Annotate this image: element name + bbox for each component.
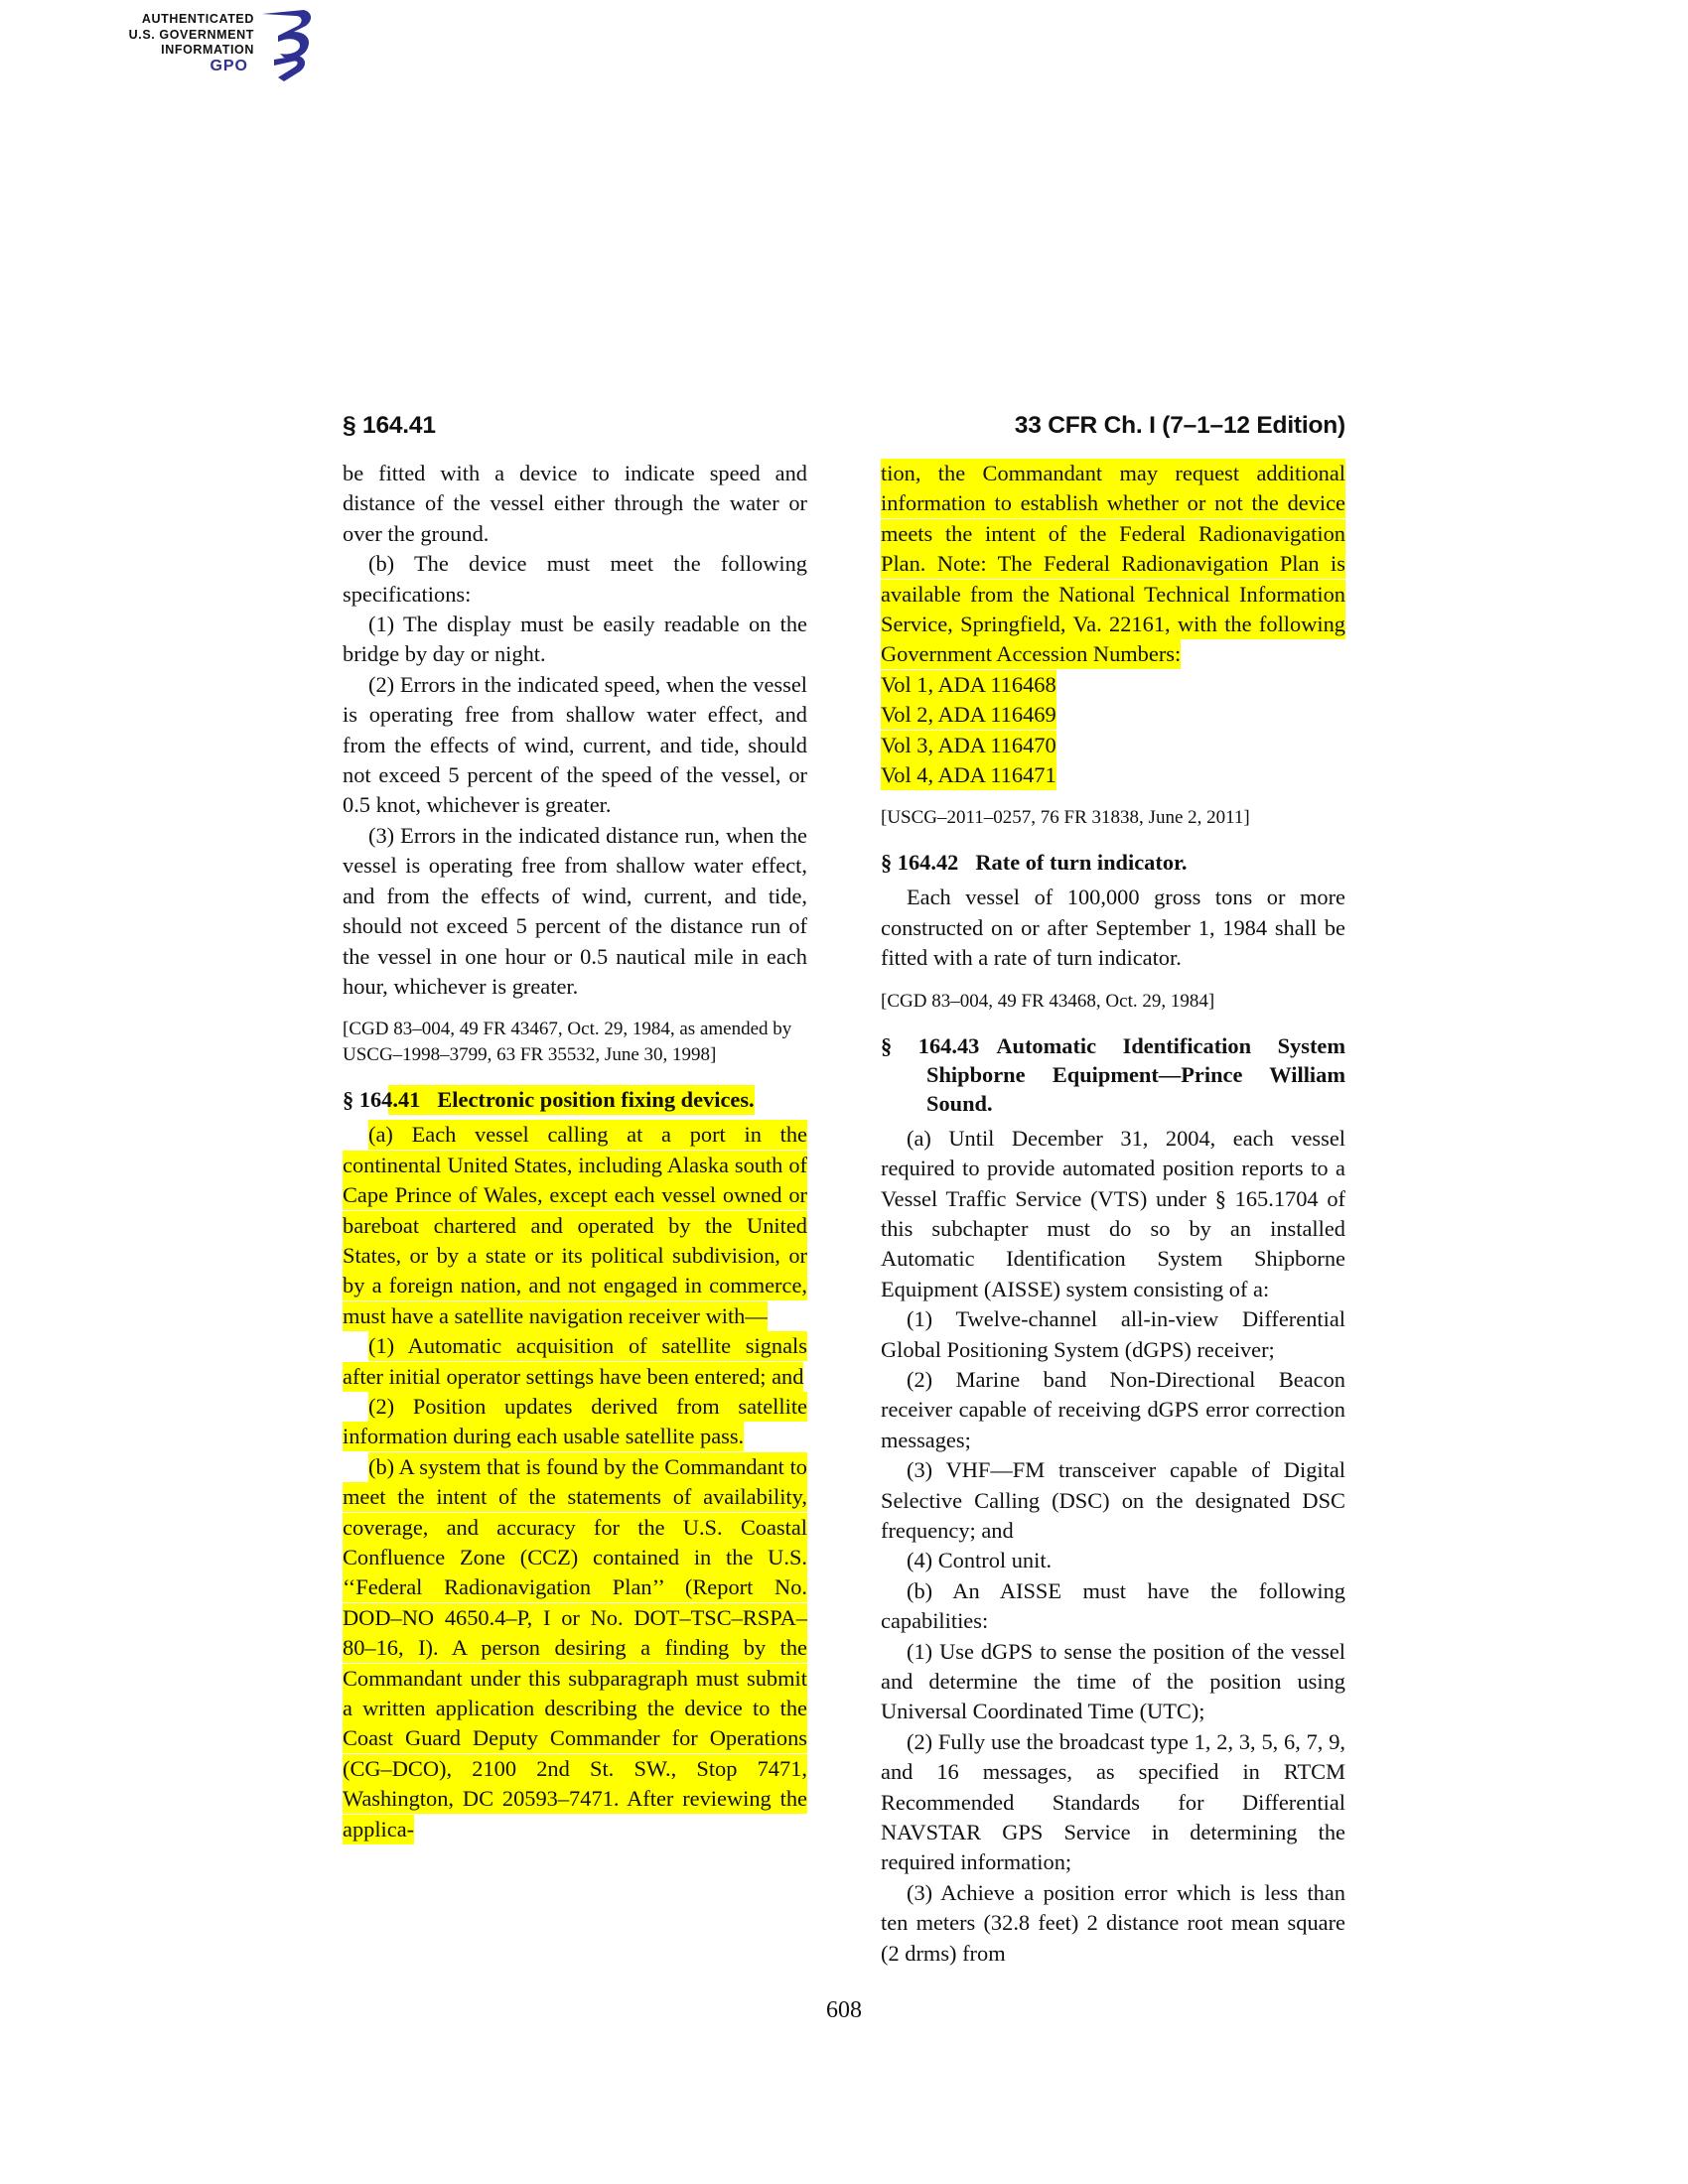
paragraph-164-41-a1: (1) Automatic acquisition of satellite signals after initial operator settings have been entered; and <box>343 1331 807 1392</box>
seal-text-block <box>129 12 254 59</box>
page-number: 608 <box>826 1997 862 2023</box>
paragraph-164-43-b3: (3) Achieve a position error which is less than ten meters (32.8 feet) 2 distance root mean square (2 drms) from <box>881 1879 1345 1966</box>
section-heading-164-41 <box>343 1085 807 1114</box>
left-column <box>343 459 807 1969</box>
section-title-164-41: Electronic position fixing devices. <box>437 1087 755 1113</box>
running-head <box>343 412 1345 440</box>
paragraph-164-41-a: (a) Each vessel calling at a port in the continental United States, including Alaska south of Cape Prince of Wales, except each vessel owned or bareboat chartered and operated by the United States, or by a state or its political subdivision, or by a foreign nation, and not engaged in commerce, must have a satellite navigation receiver with— <box>343 1120 807 1331</box>
paragraph-164-43-a: (a) Until December 31, 2004, each vessel required to provide automated position reports to a Vessel Traffic Service (VTS) under § 165.1704 of this subchapter must do so by an installed Automatic Identification System Shipborne Equipment (AISSE) system consisting of a: <box>881 1125 1345 1301</box>
section-number-164-42: § 164.42 <box>881 850 959 876</box>
paragraph-164-43-b: (b) An AISSE must have the following capabilities: <box>881 1577 1345 1634</box>
gpo-eagle-icon <box>254 8 316 85</box>
paragraph-b: (b) The device must meet the following specifications: <box>343 551 807 607</box>
paragraph-164-43-a3: (3) VHF—FM transceiver capable of Digital Selective Calling (DSC) on the designated DSC frequency; and <box>881 1457 1345 1543</box>
paragraph-164-43-b2: (2) Fully use the broadcast type 1, 2, 3, 5, 6, 7, 9, and 16 messages, as specified in RTCM Recommended Standards for Differential NAVSTAR GPS Service in determining the required information; <box>881 1728 1345 1875</box>
seal-line-2: U.S. GOVERNMENT <box>128 27 254 42</box>
paragraph-164-41-a2: (2) Position updates derived from satellite information during each usable satellite pass. <box>343 1392 807 1452</box>
paragraph-b1: (1) The display must be easily readable on the bridge by day or night. <box>343 612 807 667</box>
accession-number-1: Vol 1, ADA 116468 <box>881 670 1345 700</box>
section-number-164-43: § 164.43 <box>881 1032 980 1058</box>
paragraph-164-43-b1: (1) Use dGPS to sense the position of the vessel and determine the time of the position using Universal Coordinated Time (UTC); <box>881 1638 1345 1724</box>
paragraph-164-43-a4: (4) Control unit. <box>907 1548 1053 1573</box>
paragraph-b3: (3) Errors in the indicated distance run, when the vessel is operating free from shallow water effect, and from the effects of wind, current, and tide, should not exceed 5 percent of the distance run of the vessel in one hour or 0.5 nautical mile in each hour, whichever is greater. <box>343 822 807 999</box>
citation-164-40: [CGD 83–004, 49 FR 43467, Oct. 29, 1984, as amended by USCG–1998–3799, 63 FR 35532, June 30, 1998] <box>343 1019 792 1066</box>
paragraph-164-43-a1: (1) Twelve-channel all-in-view Differential Global Positioning System (dGPS) receiver; <box>881 1306 1345 1362</box>
paragraph-164-43-a2: (2) Marine band Non-Directional Beacon receiver capable of receiving dGPS error correction messages; <box>881 1366 1345 1452</box>
text-columns <box>343 459 1345 1969</box>
seal-line-1: AUTHENTICATED <box>141 12 254 26</box>
section-heading-164-42 <box>881 848 1345 877</box>
paragraph-164-42: Each vessel of 100,000 gross tons or more constructed on or after September 1, 1984 shall be fitted with a rate of turn indicator. <box>881 885 1345 971</box>
section-title-164-42: Rate of turn indicator. <box>975 850 1188 876</box>
running-head-section: § 164.41 <box>343 412 436 439</box>
paragraph-b2: (2) Errors in the indicated speed, when the vessel is operating free from shallow water effect, and from the effects of wind, current, and tide, should not exceed 5 percent of the speed of the vessel, or 0.5 knot, whichever is greater. <box>343 671 807 818</box>
seal-line-3: INFORMATION <box>161 43 254 57</box>
accession-number-4: Vol 4, ADA 116471 <box>881 760 1345 790</box>
section-heading-164-43 <box>881 1031 1345 1118</box>
citation-164-41: [USCG–2011–0257, 76 FR 31838, June 2, 2011] <box>881 807 1250 829</box>
section-number-164-41: § 164.41 <box>343 1087 421 1113</box>
gpo-authentication-seal <box>77 8 316 85</box>
paragraph-continued-right: tion, the Commandant may request additional information to establish whether or not the device meets the intent of the Federal Radionavigation Plan. Note: The Federal Radionavigation Plan is available from the National Technical Information Service, Springfield, Va. 22161, with the following Government Accession Numbers: <box>881 459 1345 670</box>
accession-number-2: Vol 2, ADA 116469 <box>881 700 1345 730</box>
paragraph-164-41-b: (b) A system that is found by the Commandant to meet the intent of the statements of availability, coverage, and accuracy for the U.S. Coastal Confluence Zone (CCZ) contained in the U.S. ‘‘Federal Radionavigation Plan’’ (Report No. DOD–NO 4650.4–P, I or No. DOT–TSC–RSPA–80–16, I). A person desiring a finding by the Commandant under this subparagraph must submit a written application describing the device to the Coast Guard Deputy Commander for Operations (CG–DCO), 2100 2nd St. SW., Stop 7471, Washington, DC 20593–7471. After reviewing the applica- <box>343 1452 807 1844</box>
seal-gpo-mark: GPO <box>210 58 248 74</box>
right-column <box>881 459 1345 1969</box>
paragraph-continued: be fitted with a device to indicate speed and distance of the vessel either through the water or over the ground. <box>343 461 807 546</box>
accession-number-3: Vol 3, ADA 116470 <box>881 731 1345 760</box>
citation-164-42: [CGD 83–004, 49 FR 43468, Oct. 29, 1984] <box>881 990 1215 1012</box>
section-title-164-43: Automatic Identification System Shipborne Equipment—Prince William Sound. <box>926 1032 1345 1116</box>
running-head-title: 33 CFR Ch. I (7–1–12 Edition) <box>1014 412 1345 439</box>
